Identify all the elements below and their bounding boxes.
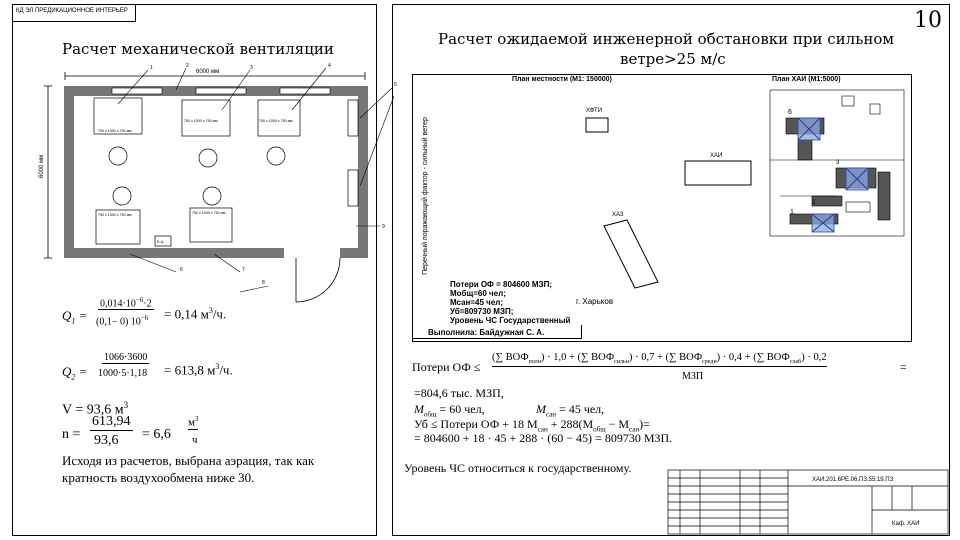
m-san-symbol: M <box>536 402 546 416</box>
q2-result-exp: 3 <box>215 362 220 371</box>
ub-text-2: + 288(M <box>547 417 594 431</box>
q1-denominator-exp: −6 <box>140 314 149 322</box>
m-obsh-value: = 60 чел, <box>439 402 485 416</box>
right-title-line-2: ветре>25 м/с <box>620 50 726 68</box>
performer-label: Выполнила: Байдужная С. А. <box>428 328 545 337</box>
q2-numerator: 1066·3600 <box>104 352 148 363</box>
losses-num-5: ) · 0,2 <box>801 352 827 363</box>
q1-numerator: 0,014·10 <box>100 298 136 310</box>
plan-unit-label: Б.А. <box>157 239 165 244</box>
plan-height-dimension: 6000 мм <box>39 154 45 178</box>
map-title-right: План ХАИ (М1:5000) <box>772 76 841 83</box>
ub-sub-2: общ <box>593 425 606 434</box>
left-title: Расчет механической вентиляции <box>62 40 334 58</box>
hfti-label: ХФТИ <box>586 108 603 114</box>
volume-text: V = 93,6 м <box>62 402 124 418</box>
site-label-three: 3 <box>836 160 840 166</box>
stamp-organization: Каф. ХАИ <box>892 521 920 527</box>
map-vertical-label: Перечный поражающий фактор - сильный ветер <box>422 117 429 275</box>
losses-sub-3: средн <box>702 359 717 366</box>
n-unit-den: ч <box>192 434 198 446</box>
site-label-one: 1. <box>790 209 796 216</box>
plan-callout: 7 <box>242 267 245 273</box>
plan-desk-label: 750 х 1000 х 750 мм <box>184 119 218 123</box>
conclusion-line-1: Исходя из расчетов, выбрана аэрация, так как <box>62 453 315 468</box>
losses-sub-4: слаб <box>789 359 802 366</box>
hai-label: ХАИ <box>710 153 723 159</box>
emergency-level-line: Уровень ЧС относиться к государственному. <box>404 461 632 475</box>
q1-numerator-exp: −6 <box>135 296 144 304</box>
q1-denominator: (0,1− 0) 10 <box>96 316 141 328</box>
losses-thousands: =804,6 тыс. МЗП, <box>414 386 504 400</box>
plan-desk-label: 750 х 1000 х 750 мм <box>98 129 132 133</box>
m-san-value: = 45 чел, <box>559 402 605 416</box>
city-label: г. Харьков <box>576 297 614 306</box>
n-unit-exp: 3 <box>194 415 199 423</box>
q2-result: = 613,8 м <box>164 362 216 378</box>
q1-result: = 0,14 м <box>164 306 209 322</box>
losses-sub-1: полн <box>528 359 541 366</box>
losses-sub-2: сильн <box>614 359 629 366</box>
q2-lhs: Q <box>62 364 72 379</box>
plan-callout: 1 <box>150 65 153 71</box>
q2-formula: $Q_2$ = 1066·3600 1000·5·1,18 = 613,8 $м^3/ч$. <box>62 352 233 382</box>
plan-callout: 8 <box>262 280 265 286</box>
n-lhs: n = <box>62 427 81 442</box>
n-numerator: 613,94 <box>92 414 131 429</box>
ub-result: = 804600 + 18 · 45 + 288 · (60 − 45) = 809730 МЗП. <box>414 431 673 445</box>
site-label-two: 2 <box>812 200 816 206</box>
losses-denominator: МЗП <box>682 371 704 382</box>
plan-desk-label: 750 х 1000 х 750 мм <box>259 119 293 123</box>
ub-sub-1: сан <box>537 425 548 434</box>
stamp-document-code: ХАИ.201.6РЕ.06.ПЗ.55.19.ПЗ <box>812 477 894 483</box>
q1-formula: $Q_1$ = $0,014\cdot 10^{-6}\cdot 2$ (0,1− 0) $10^{-6}$ = 0,14 $м^3/ч$. <box>62 296 227 328</box>
q2-denominator: 1000·5·1,18 <box>98 368 148 379</box>
q1-result-exp: 3 <box>208 306 213 315</box>
losses-equals: = <box>900 360 907 374</box>
plan-callout: 4 <box>328 63 331 69</box>
m-obsh-symbol: M <box>414 402 424 416</box>
plan-callout: 5 <box>394 82 397 88</box>
info-line: Потери ОФ = 804600 МЗП; <box>450 280 553 289</box>
m-san-sub: сан <box>546 410 557 419</box>
m-obsh-sub: общ <box>424 410 437 419</box>
ub-sub-3: сан <box>629 425 640 434</box>
q1-lhs: Q <box>62 308 72 323</box>
ub-text-4: )= <box>639 417 650 431</box>
n-denominator: 93,6 <box>94 433 119 448</box>
losses-num-2: ) · 1,0 + (∑ ВОФ <box>540 352 615 363</box>
left-sheet-tab-label: КД ЭЛ ПРЕДИКАЦИОННОЕ ИНТЕРЬЕР <box>16 8 128 14</box>
losses-num-3: ) · 0,7 + (∑ ВОФ <box>628 352 703 363</box>
plan-callout: 3 <box>250 65 253 71</box>
info-line: Уб=809730 МЗП; <box>450 307 514 316</box>
site-label-six: 6 <box>788 109 792 116</box>
haz-label: ХАЗ <box>612 212 624 218</box>
q1-sub: 1 <box>71 316 76 326</box>
q2-result-tail: /ч. <box>219 362 233 378</box>
ub-text-3: − M <box>605 417 630 431</box>
map-title-left: План местности (М1: 150000) <box>512 76 612 83</box>
info-line: Мсан=45 чел; <box>450 298 504 307</box>
losses-num-1: (∑ ВОФ <box>492 352 529 363</box>
losses-num-4: ) · 0,4 + (∑ ВОФ <box>716 352 790 363</box>
losses-lhs: Потери ОФ ≤ <box>412 360 481 374</box>
plan-desk-label: 750 х 1000 х 750 мм <box>98 213 132 217</box>
info-line: Уровень ЧС Государственный <box>450 316 571 325</box>
page-number: 10 <box>914 8 942 33</box>
q1-result-tail: /ч. <box>212 306 227 322</box>
plan-callout: 9 <box>382 224 385 230</box>
plan-callout: 6 <box>180 267 183 273</box>
info-line: Мобщ=60 чел; <box>450 289 506 298</box>
conclusion-line-2: кратность воздухообмена ниже 30. <box>62 470 255 485</box>
q2-sub: 2 <box>71 372 76 382</box>
ub-text-1: Уб ≤ Потери ОФ + 18 M <box>414 417 538 431</box>
right-title-line-1: Расчет ожидаемой инженерной обстановки при сильном <box>438 30 895 48</box>
plan-width-dimension: 6000 мм <box>196 69 220 75</box>
plan-desk-label: 750 х 1000 х 750 мм <box>192 211 226 215</box>
volume-exp: 3 <box>123 400 129 410</box>
plan-callout: 2 <box>186 63 189 69</box>
n-result: = 6,6 <box>142 427 171 442</box>
q1-numerator-tail: ·2 <box>143 298 152 310</box>
n-unit-num: м <box>188 416 195 429</box>
